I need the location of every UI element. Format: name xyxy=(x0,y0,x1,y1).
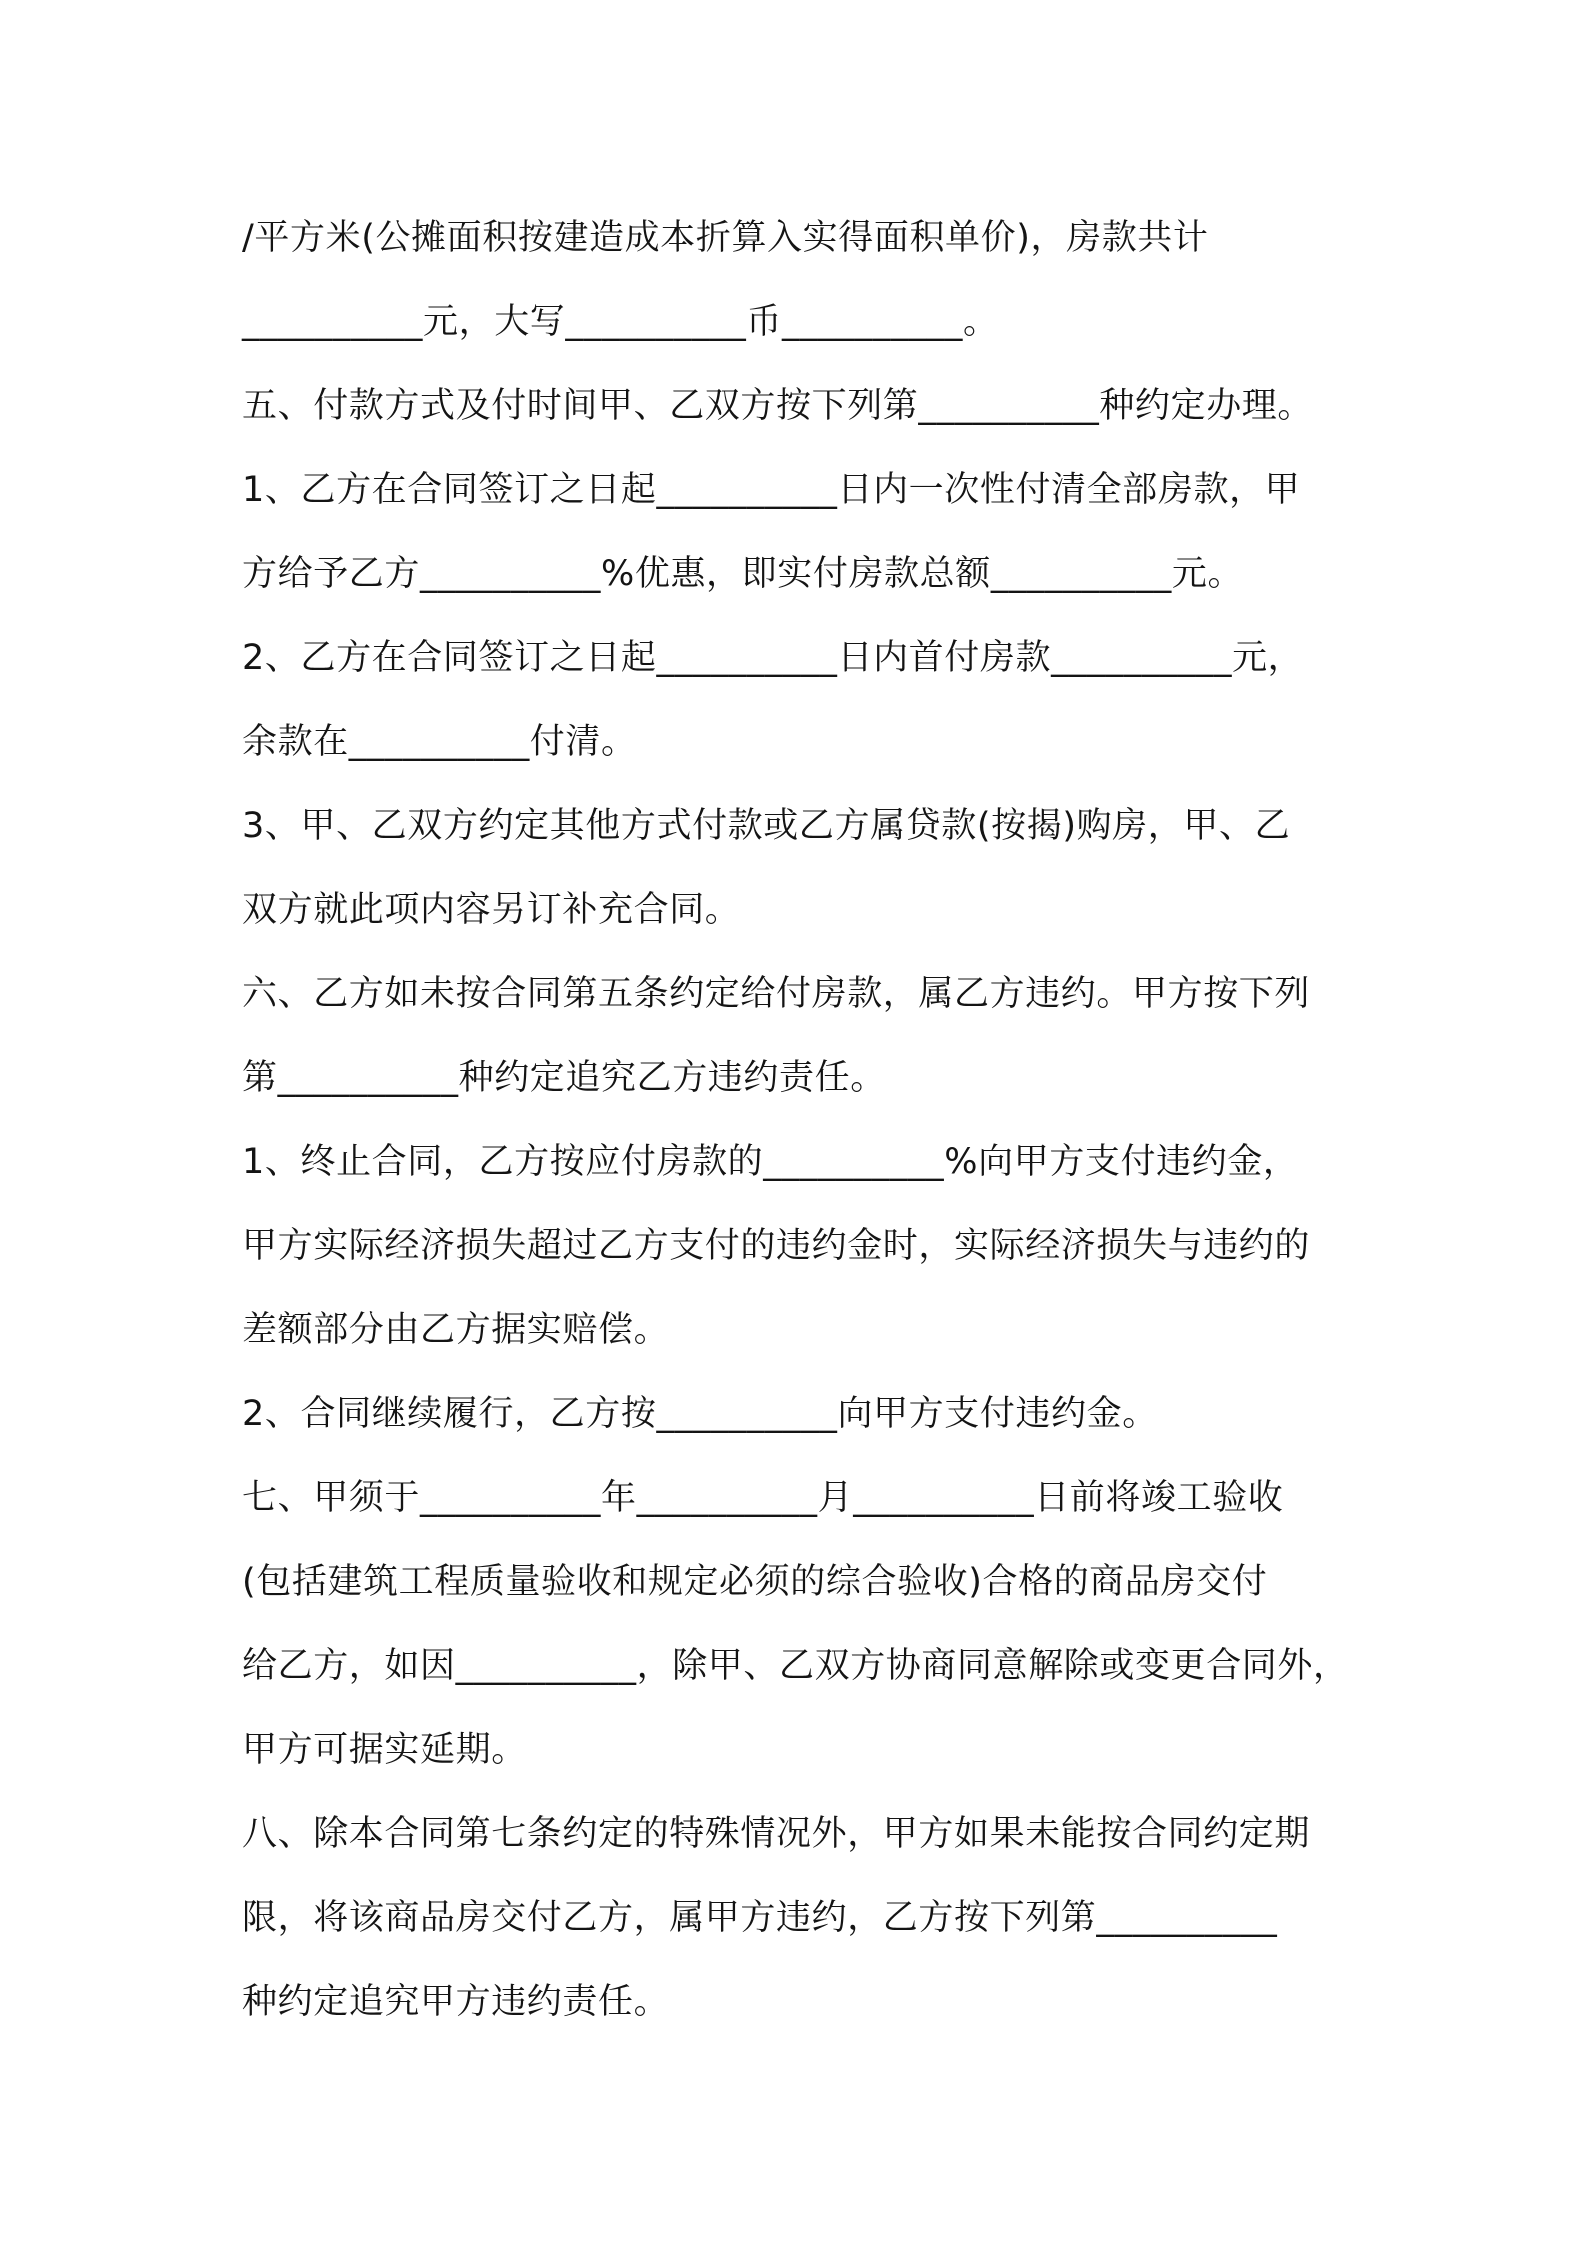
text-line: 六、乙方如未按合同第五条约定给付房款，属乙方违约。甲方按下列 xyxy=(242,974,1311,1014)
text-line: 五、付款方式及付时间甲、乙双方按下列第__________种约定办理。 xyxy=(242,386,1314,426)
text-line: /平方米(公摊面积按建造成本折算入实得面积单价)，房款共计 xyxy=(242,218,1209,258)
text-line: 第__________种约定追究乙方违约责任。 xyxy=(242,1058,886,1098)
text-line: 余款在__________付清。 xyxy=(242,722,637,762)
text-line: 2、乙方在合同签订之日起__________日内首付房款__________元， xyxy=(242,638,1304,678)
text-line: 双方就此项内容另订补充合同。 xyxy=(242,890,741,930)
text-line: 1、终止合同，乙方按应付房款的__________%向甲方支付违约金， xyxy=(242,1142,1299,1182)
text-line: __________元，大写__________币__________。 xyxy=(242,302,999,342)
text-line: 3、甲、乙双方约定其他方式付款或乙方属贷款(按揭)购房，甲、乙 xyxy=(242,806,1291,846)
text-line: (包括建筑工程质量验收和规定必须的综合验收)合格的商品房交付 xyxy=(242,1562,1268,1602)
text-line: 限，将该商品房交付乙方，属甲方违约，乙方按下列第__________ xyxy=(242,1898,1278,1938)
text-line: 2、合同继续履行，乙方按__________向甲方支付违约金。 xyxy=(242,1394,1158,1434)
text-line: 差额部分由乙方据实赔偿。 xyxy=(242,1310,670,1350)
text-line: 给乙方，如因__________，除甲、乙双方协商同意解除或变更合同外， xyxy=(242,1646,1349,1686)
text-line: 方给予乙方__________%优惠，即实付房款总额__________元。 xyxy=(242,554,1244,594)
contract-text xyxy=(242,196,1354,2044)
text-line: 八、除本合同第七条约定的特殊情况外，甲方如果未能按合同约定期 xyxy=(242,1814,1311,1854)
text-line: 七、甲须于__________年__________月__________日前将竣工验收 xyxy=(242,1478,1284,1518)
text-line: 甲方可据实延期。 xyxy=(242,1730,527,1770)
text-line: 甲方实际经济损失超过乙方支付的违约金时，实际经济损失与违约的 xyxy=(242,1226,1311,1266)
text-line: 1、乙方在合同签订之日起__________日内一次性付清全部房款，甲 xyxy=(242,470,1301,510)
text-line: 种约定追究甲方违约责任。 xyxy=(242,1982,670,2022)
